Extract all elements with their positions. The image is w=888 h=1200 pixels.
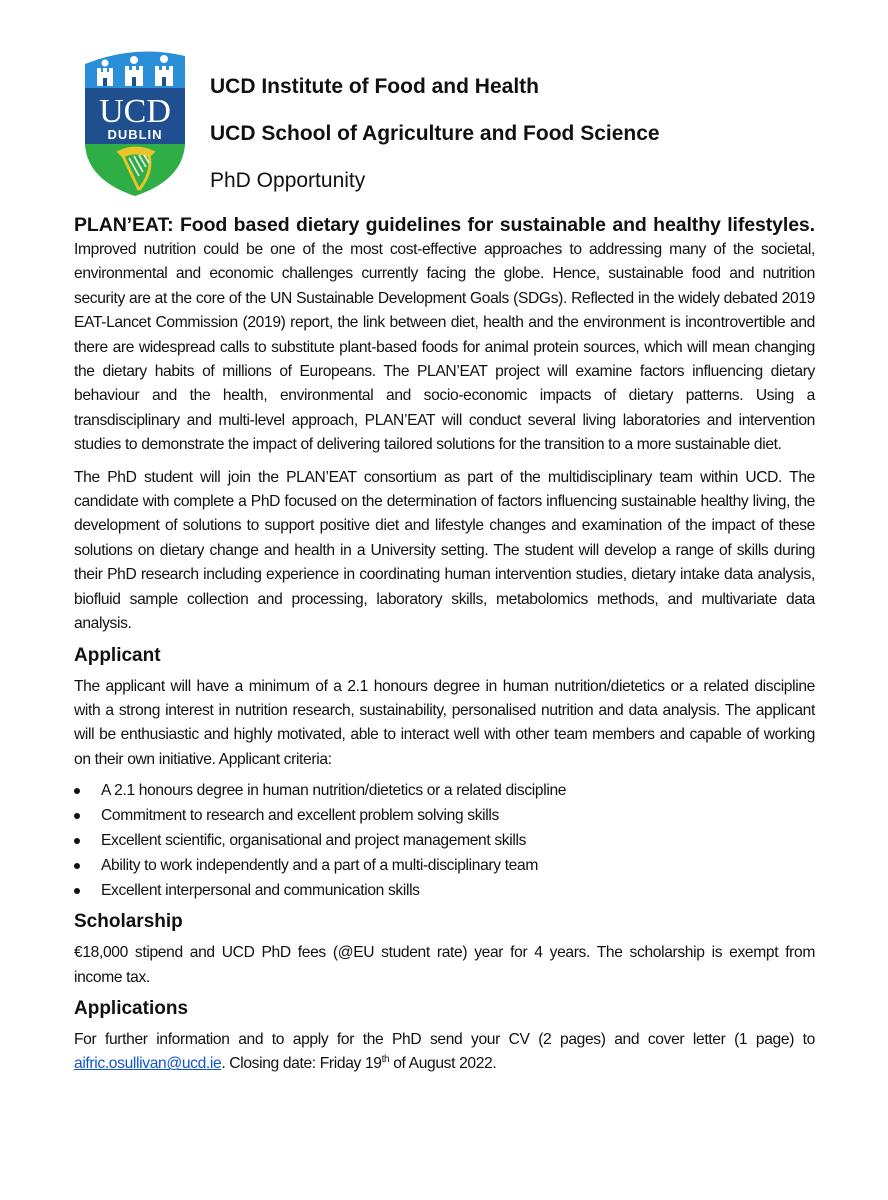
applications-heading: Applications [74, 997, 189, 1019]
scholarship-text: €18,000 stipend and UCD PhD fees (@EU student rate) year for 4 years. The scholarship is exempt from income tax. [74, 944, 815, 986]
applicant-text: The applicant will have a minimum of a 2.1 honours degree in human nutrition/dietetics or a related discipline with a strong interest in nutrition research, sustainability, personalised nutrition and data analysis. The applicant will be enthusiastic and highly motivated, able to interact well with other team members and capable of working on their own initiative. Applicant criteria: [74, 677, 815, 768]
applications-text: For further information and to apply for the PhD send your CV (2 pages) and cover letter (1 page) to aifric.osullivan@ucd.ie. Closing date: Friday 19th of August 2022. [74, 1030, 815, 1073]
bullet-icon [74, 788, 80, 794]
svg-text:UCD: UCD [99, 93, 171, 130]
criteria-item: Excellent scientific, organisational and project management skills [74, 828, 815, 853]
applicant-heading: Applicant [74, 644, 161, 666]
svg-text:DUBLIN: DUBLIN [107, 127, 163, 142]
contact-email-link[interactable]: aifric.osullivan@ucd.ie [74, 1055, 222, 1073]
ucd-crest-icon [83, 48, 187, 198]
bullet-icon [74, 838, 80, 844]
bullet-icon [74, 813, 80, 819]
criteria-item: Excellent interpersonal and communication skills [74, 878, 815, 903]
bullet-icon [74, 888, 80, 894]
criteria-item: Commitment to research and excellent problem solving skills [74, 803, 815, 828]
intro-paragraph-2: The PhD student will join the PLAN’EAT consortium as part of the multidisciplinary team within UCD. The candidate with complete a PhD focused on the determination of factors influencing sustainable healthy living, the development of solutions to support positive diet and lifestyle changes and examination of the impact of these solutions on dietary change and health in a University setting. The student will develop a range of skills during their PhD research including experience in coordinating human intervention studies, dietary intake data analysis, biofluid sample collection and processing, laboratory skills, metabolomics methods, and multivariate data analysis. [74, 468, 815, 633]
criteria-item: A 2.1 honours degree in human nutrition/dietetics or a related discipline [74, 778, 815, 803]
school-heading: UCD School of Agriculture and Food Science [210, 122, 660, 145]
scholarship-heading: Scholarship [74, 911, 183, 933]
project-title: PLAN’EAT: Food based dietary guidelines for sustainable and healthy lifestyles. [74, 214, 815, 236]
criteria-item: Ability to work independently and a part of a multi-disciplinary team [74, 853, 815, 878]
applicant-criteria-list [74, 778, 815, 903]
ucd-dublin-logo [83, 48, 187, 198]
bullet-icon [74, 863, 80, 869]
intro-paragraph-1: Improved nutrition could be one of the most cost-effective approaches to addressing many of the societal, environmental and economic challenges currently facing the globe. Hence, sustainable food and nutrition security are at the core of the UN Sustainable Development Goals (SDGs). Reflected in the widely debated 2019 EAT-Lancet Commission (2019) report, the link between diet, health and the environment is incontrovertible and there are widespread calls to substitute plant-based foods for animal protein sources, which will mean changing the dietary habits of millions of Europeans. The PLAN’EAT project will examine factors influencing dietary behaviour and the health, environmental and socio-economic impacts of dietary patterns. Using a transdisciplinary and multi-level approach, PLAN’EAT will conduct several living laboratories and intervention studies to demonstrate the impact of delivering tailored solutions for the transition to a more sustainable diet. [74, 241, 815, 454]
institute-heading: UCD Institute of Food and Health [210, 75, 539, 98]
document-body [74, 212, 815, 1077]
phd-opportunity-heading: PhD Opportunity [210, 169, 366, 192]
